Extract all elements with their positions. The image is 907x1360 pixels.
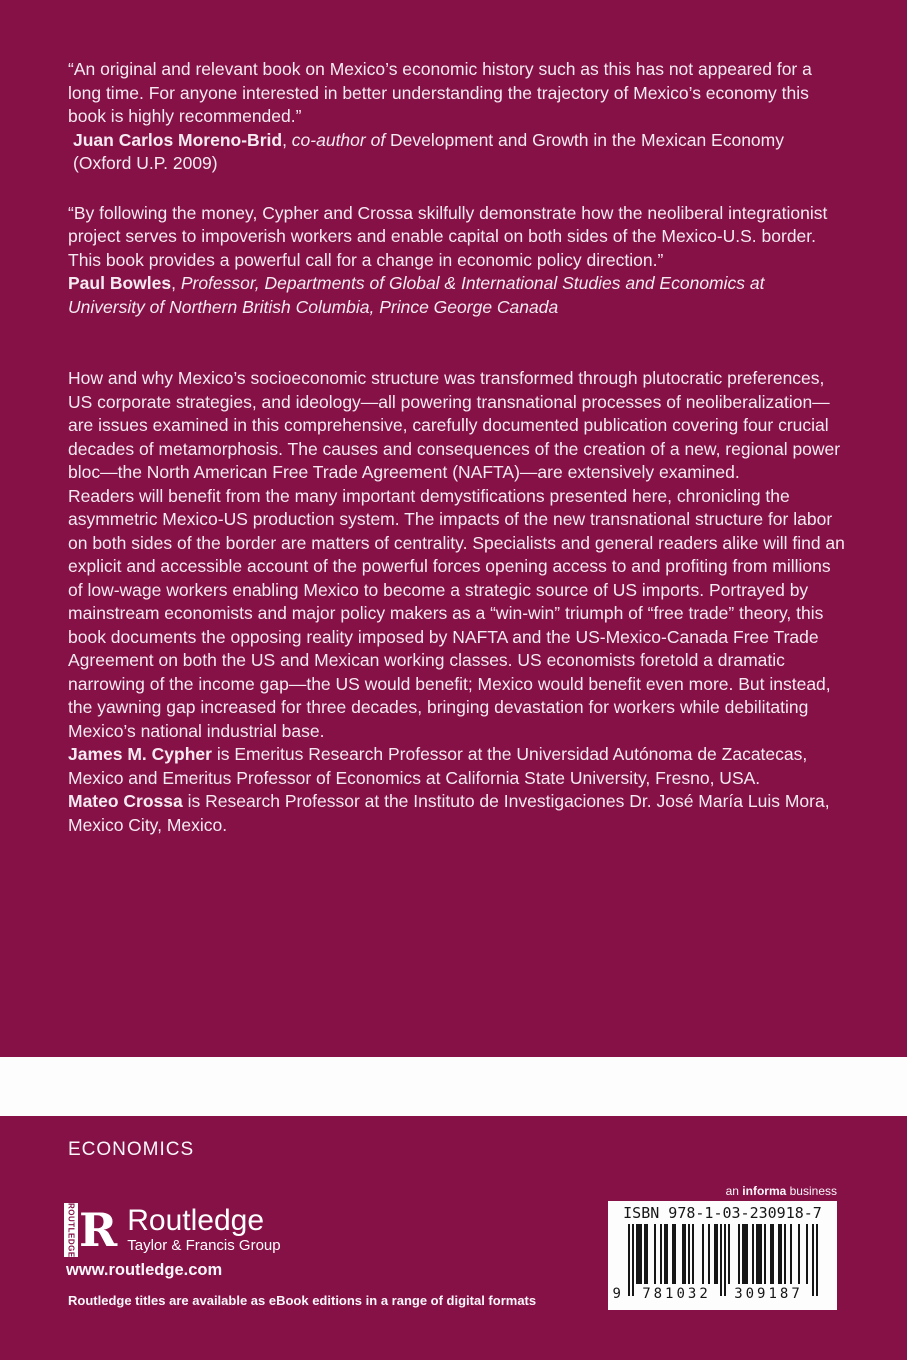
- synopsis-paragraph-2: Readers will benefit from the many important demystifications presented here, chronicling the asymmetric Mexico-US production system. The impacts of the new transnational structure for labor on both sides of the border are matters of centrality. Specialists and general readers alike will find an explicit and accessible account of the powerful forces opening access to and profiting from millions of low-wage workers enabling Mexico to become a strategic source of US imports. Portrayed by mainstream economists and major policy makers as a “win-win” triumph of “free trade” theory, this book documents the opposing reality imposed by NAFTA and the US-Mexico-Canada Free Trade Agreement on both the US and Mexican working classes. US economists foretold a dramatic narrowing of the income gap—the US would benefit; Mexico would benefit even more. But instead, the yawning gap increased for three decades, bringing devastation for workers while debilitating Mexico’s national industrial base.: [68, 485, 845, 741]
- review-1: [68, 58, 846, 176]
- isbn-barcode: [608, 1201, 837, 1310]
- barcode-digits: [612, 1286, 818, 1302]
- barcode-digit-group-1: 781032: [642, 1286, 711, 1302]
- isbn-label: ISBN 978-1-03-230918-7: [623, 1204, 822, 1222]
- review-2-attribution: [68, 272, 846, 319]
- category-label: ECONOMICS: [68, 1139, 195, 1160]
- logo-vertical-text: ROUTLEDGE: [66, 1203, 76, 1257]
- informa-business-line: [608, 1184, 837, 1198]
- review-1-attribution: [68, 129, 846, 176]
- author-bio-2: [68, 790, 846, 837]
- barcode-digit-lead: 9: [612, 1286, 621, 1302]
- review-2-attribution-name: Paul Bowles: [68, 273, 172, 293]
- publisher-tagline: Taylor & Francis Group: [127, 1237, 281, 1254]
- back-cover-text: [68, 58, 846, 837]
- synopsis-paragraph-1: How and why Mexico’s socioeconomic structure was transformed through plutocratic preferences, US corporate strategies, and ideology—all powering transnational processes of neoliberalization—are issues examined in this comprehensive, carefully documented publication covering four crucial decades of metamorphosis. The causes and consequences of the creation of a new, regional power bloc—the North American Free Trade Agreement (NAFTA)—are extensively examined.: [68, 368, 841, 482]
- author-1-name: James M. Cypher: [68, 744, 212, 764]
- author-1-bio-text: is Emeritus Research Professor at the Universidad Autónoma de Zacatecas, Mexico and Emeritus Professor of Economics at California State University, Fresno, USA.: [68, 744, 808, 788]
- divider-band: [0, 1057, 907, 1116]
- informa-prefix: an: [725, 1184, 743, 1198]
- ebook-availability-note: Routledge titles are available as eBook editions in a range of digital formats: [68, 1293, 537, 1308]
- routledge-logo: [64, 1203, 281, 1257]
- review-2-attribution-role: Professor, Departments of Global & International Studies and Economics at University of Northern British Columbia, Prince George Canada: [68, 273, 765, 317]
- publisher-names: [127, 1205, 280, 1255]
- review-1-attribution-name: Juan Carlos Moreno-Brid: [73, 129, 283, 150]
- review-2-quote: “By following the money, Cypher and Crossa skilfully demonstrate how the neoliberal integrationist project serves to impoverish workers and enable capital on both sides of the Mexico-U.S. border. This book provides a powerful call for a change in economic policy direction.”: [68, 202, 828, 270]
- routledge-r-glyph: R: [79, 1203, 118, 1257]
- informa-suffix: business: [786, 1184, 837, 1198]
- informa-wordmark: informa: [742, 1184, 787, 1198]
- barcode-digit-group-2: 309187: [734, 1286, 803, 1302]
- logo-vertical-strip: [64, 1203, 78, 1257]
- author-2-bio-text: is Research Professor at the Instituto de Investigaciones Dr. José María Luis Mora, Mexico City, Mexico.: [68, 791, 830, 835]
- author-bio-1: [68, 743, 846, 790]
- review-2-attribution-separator: ,: [171, 273, 181, 293]
- review-2: [68, 202, 846, 320]
- website-url: www.routledge.com: [66, 1261, 223, 1279]
- review-1-attribution-role: co-author of: [291, 129, 391, 150]
- review-1-attribution-work: Development and Growth in the Mexican Economy (Oxford U.P. 2009): [73, 129, 784, 173]
- review-1-quote: “An original and relevant book on Mexico’s economic history such as this has not appeared for a long time. For anyone interested in better understanding the trajectory of Mexico’s economy this book is highly recommended.”: [68, 59, 812, 126]
- review-1-attribution-separator: ,: [282, 129, 292, 150]
- publisher-name: Routledge: [127, 1204, 265, 1237]
- author-2-name: Mateo Crossa: [68, 791, 183, 811]
